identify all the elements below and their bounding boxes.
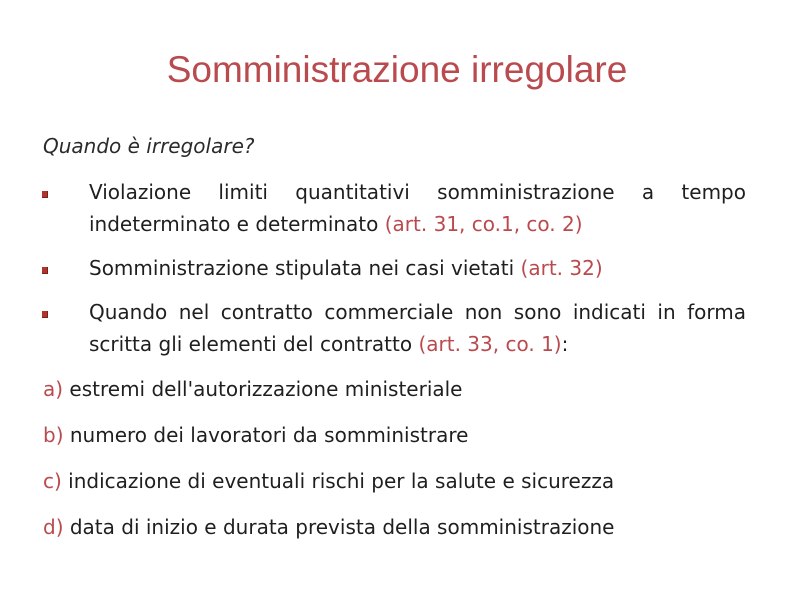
bullet-item (40, 176, 746, 240)
question-heading: Quando è irregolare? (43, 134, 255, 158)
list-item (43, 372, 763, 406)
article-reference: (art. 31, co.1, co. 2) (384, 212, 583, 236)
bullet-marker-icon (42, 311, 48, 318)
slide-title: Somministrazione irregolare (166, 49, 628, 90)
item-letter: c) (43, 469, 62, 493)
item-text: indicazione di eventuali rischi per la salute e sicurezza (61, 469, 615, 493)
lettered-list (43, 372, 763, 556)
list-item (43, 418, 763, 452)
list-item (43, 510, 763, 544)
article-reference: (art. 32) (520, 256, 603, 280)
bullet-marker-icon (42, 267, 48, 274)
bullet-text: Violazione limiti quantitativi somministrazione a tempo indeterminato e determinato (89, 180, 746, 236)
bullet-text: Quando nel contratto commerciale non sono indicati in forma scritta gli elementi del contratto (89, 300, 746, 356)
item-letter: d) (43, 515, 64, 539)
bullet-item (40, 252, 746, 284)
item-text: numero dei lavoratori da somministrare (63, 423, 469, 447)
item-letter: b) (43, 423, 64, 447)
bullet-text: Somministrazione stipulata nei casi vietati (89, 256, 521, 280)
bullet-marker-icon (42, 191, 48, 198)
list-item (43, 464, 763, 498)
bullet-item (40, 296, 746, 360)
item-text: estremi dell'autorizzazione ministeriale (63, 377, 463, 401)
article-reference: (art. 33, co. 1) (418, 332, 562, 356)
item-letter: a) (43, 377, 64, 401)
bullet-suffix: : (561, 332, 569, 356)
item-text: data di inizio e durata prevista della somministrazione (63, 515, 615, 539)
bullet-list (40, 176, 746, 360)
